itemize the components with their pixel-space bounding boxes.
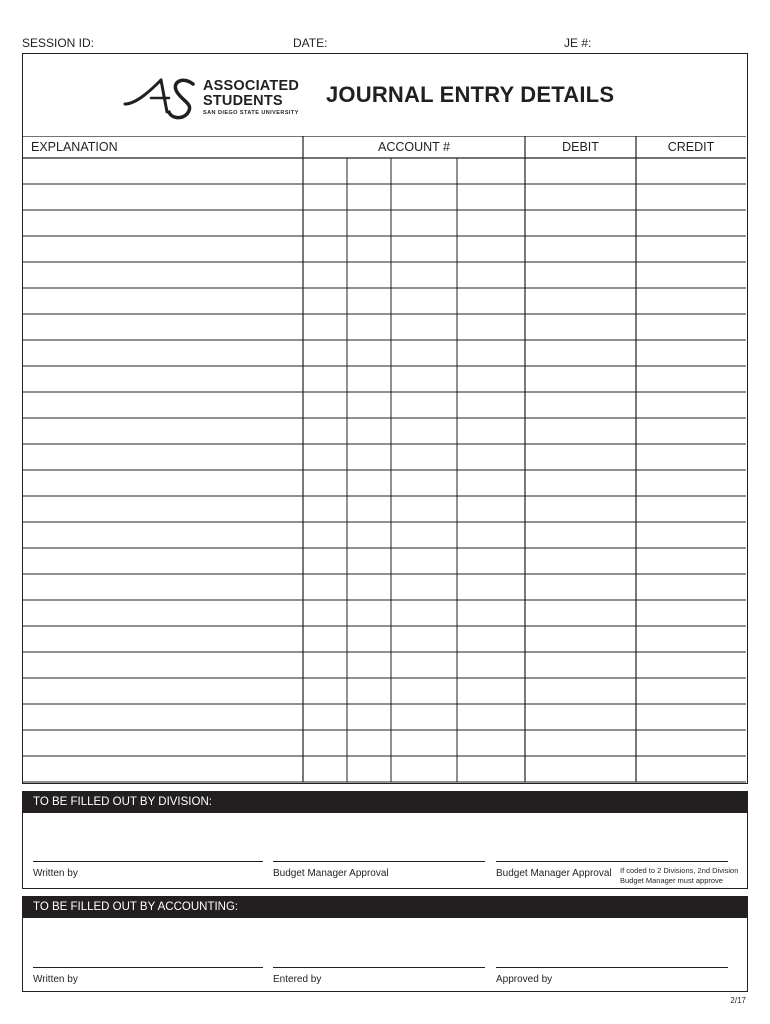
- table-row[interactable]: [23, 574, 746, 600]
- table-row[interactable]: [23, 262, 746, 288]
- budget-approval-1-label: Budget Manager Approval: [273, 868, 389, 879]
- page-number: 2/17: [730, 996, 746, 1005]
- division-written-by-label: Written by: [33, 868, 78, 879]
- accounting-written-by-label: Written by: [33, 974, 78, 985]
- as-monogram-icon: [123, 74, 199, 122]
- accounting-entered-by-label: Entered by: [273, 974, 322, 985]
- budget-approval-2-label: Budget Manager Approval: [496, 868, 612, 879]
- table-row[interactable]: [23, 522, 746, 548]
- accounting-entered-by[interactable]: [273, 967, 485, 985]
- division-written-by[interactable]: [33, 861, 263, 879]
- associated-students-logo: [123, 74, 299, 122]
- logo-line-2: STUDENTS: [203, 93, 283, 109]
- table-row[interactable]: [23, 600, 746, 626]
- division-note-line-1: If coded to 2 Divisions, 2nd Division: [620, 866, 739, 875]
- table-row[interactable]: [23, 366, 746, 392]
- accounting-written-by[interactable]: [33, 967, 263, 985]
- accounting-approved-by-label: Approved by: [496, 974, 553, 985]
- table-row[interactable]: [23, 548, 746, 574]
- table-row[interactable]: [23, 392, 746, 418]
- division-note-line-2: Budget Manager must approve: [620, 876, 723, 885]
- table-row[interactable]: [23, 236, 746, 262]
- accounting-approved-by[interactable]: [496, 967, 728, 985]
- division-section: [22, 791, 748, 889]
- table-row[interactable]: [23, 678, 746, 704]
- logo-line-1: ASSOCIATED: [203, 78, 299, 94]
- entries-table-grid: [23, 136, 746, 783]
- column-header-debit: DEBIT: [562, 140, 599, 154]
- column-header-explanation: EXPLANATION: [31, 140, 118, 154]
- division-section-bar: TO BE FILLED OUT BY DIVISION:: [23, 792, 747, 813]
- table-row[interactable]: [23, 158, 746, 184]
- session-id-label: SESSION ID:: [22, 36, 95, 50]
- table-row[interactable]: [23, 288, 746, 314]
- division-note: [620, 866, 738, 886]
- accounting-section-bar: TO BE FILLED OUT BY ACCOUNTING:: [23, 897, 747, 918]
- table-row[interactable]: [23, 470, 746, 496]
- table-row[interactable]: [23, 756, 746, 782]
- table-row[interactable]: [23, 730, 746, 756]
- journal-entry-form: [22, 53, 748, 784]
- table-row[interactable]: [23, 184, 746, 210]
- logo-line-3: SAN DIEGO STATE UNIVERSITY: [203, 110, 299, 116]
- accounting-section: [22, 896, 748, 992]
- column-header-credit: CREDIT: [667, 140, 715, 154]
- header-fields: [22, 36, 748, 52]
- table-row[interactable]: [23, 444, 746, 470]
- table-row[interactable]: [23, 652, 746, 678]
- je-number-label: JE #:: [564, 36, 592, 50]
- form-header: [23, 54, 747, 136]
- table-row[interactable]: [23, 418, 746, 444]
- column-header-account: ACCOUNT #: [377, 140, 450, 154]
- table-row[interactable]: [23, 340, 746, 366]
- division-budget-approval-1[interactable]: [273, 861, 485, 879]
- table-row[interactable]: [23, 314, 746, 340]
- table-row[interactable]: [23, 626, 746, 652]
- date-label: DATE:: [293, 36, 328, 50]
- table-row[interactable]: [23, 210, 746, 236]
- page-title: JOURNAL ENTRY DETAILS: [326, 82, 615, 107]
- table-row[interactable]: [23, 704, 746, 730]
- table-row[interactable]: [23, 496, 746, 522]
